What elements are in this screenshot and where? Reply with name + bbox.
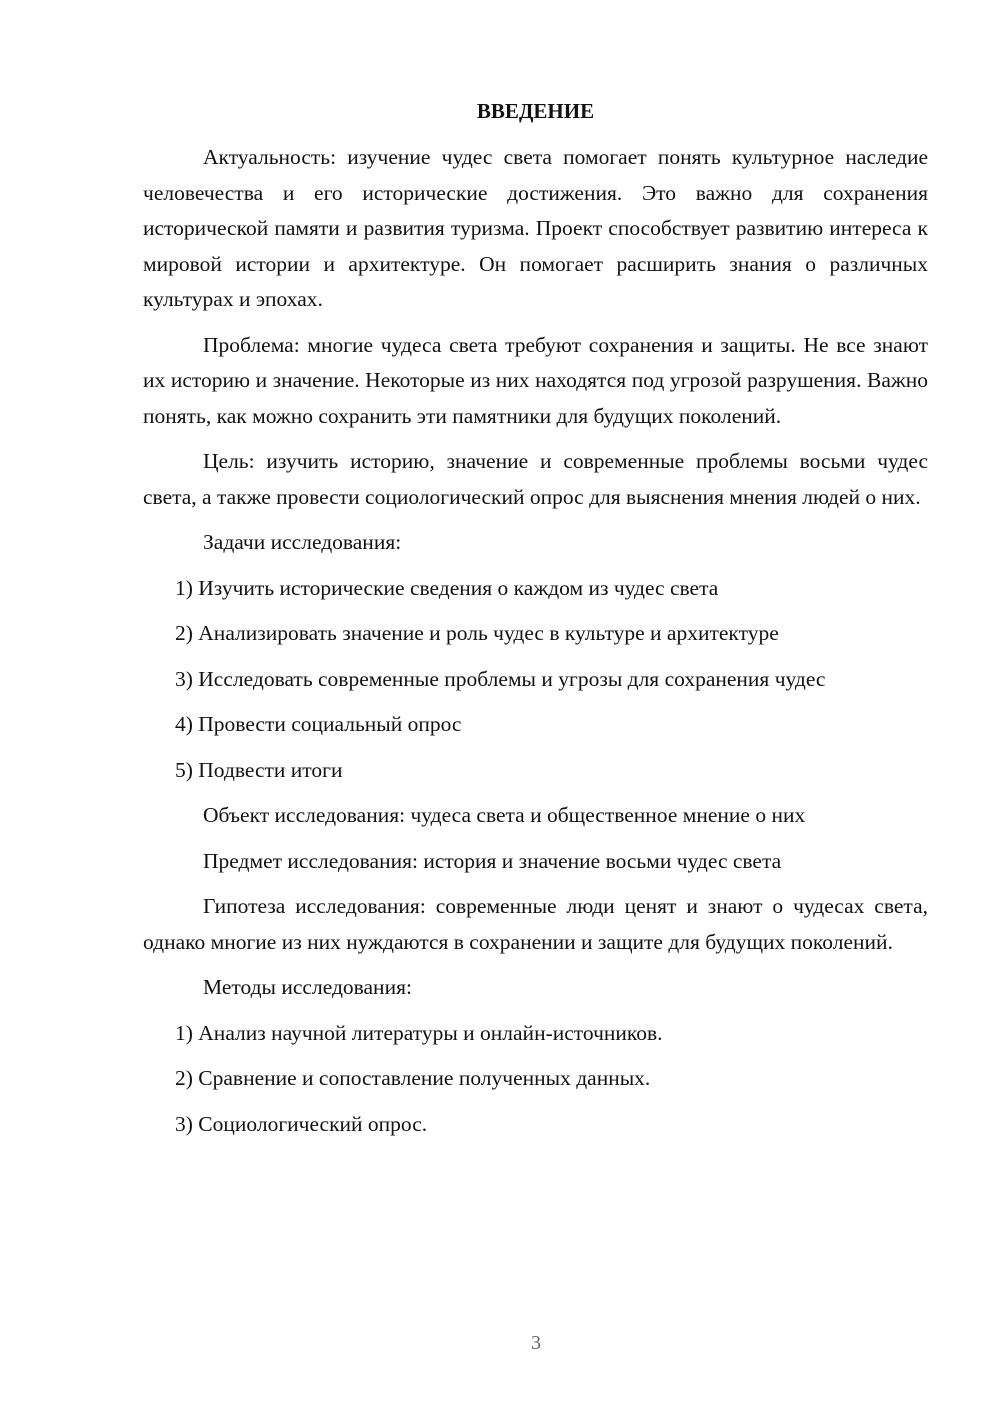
research-subject: Предмет исследования: история и значение восьми чудес света — [203, 848, 782, 873]
page-number: 3 — [531, 1332, 541, 1354]
task-item: 1) Изучить исторические сведения о каждом из чудес света — [175, 575, 719, 600]
method-item: 2) Сравнение и сопоставление полученных данных. — [175, 1066, 651, 1090]
task-item: 2) Анализировать значение и роль чудес в культуре и архитектуре — [175, 621, 779, 645]
page-content — [143, 95, 928, 1152]
relevance-paragraph: Актуальность: изучение чудес света помогает понять культурное наследие человечества и его исторические достижения. Это важно для сохранения исторической памяти и развития туризма. Проект способствует развитию интереса к мировой истории и архитектуре. Он помогает расширить знания о различных культурах и эпохах. — [143, 145, 928, 311]
task-item: 5) Подвести итоги — [175, 757, 343, 782]
method-item: 3) Социологический опрос. — [175, 1111, 428, 1136]
method-item: 1) Анализ научной литературы и онлайн-источников. — [175, 1020, 663, 1045]
research-object: Объект исследования: чудеса света и общественное мнение о них — [203, 803, 806, 827]
goal-paragraph: Цель: изучить историю, значение и современные проблемы восьми чудес света, а также провести социологический опрос для выяснения мнения людей о них. — [143, 449, 928, 509]
tasks-title: Задачи исследования: — [203, 530, 402, 554]
problem-paragraph: Проблема: многие чудеса света требуют сохранения и защиты. Не все знают их историю и значение. Некоторые из них находятся под угрозой разрушения. Важно понять, как можно сохранить эти памятники для будущих поколений. — [143, 332, 928, 428]
task-item: 4) Провести социальный опрос — [175, 712, 462, 736]
task-item: 3) Исследовать современные проблемы и угрозы для сохранения чудес — [175, 666, 826, 691]
hypothesis-paragraph: Гипотеза исследования: современные люди ценят и знают о чудесах света, однако многие из них нуждаются в сохранении и защите для будущих поколений. — [143, 894, 928, 954]
methods-title: Методы исследования: — [203, 975, 412, 999]
section-heading: ВВЕДЕНИЕ — [476, 99, 595, 123]
